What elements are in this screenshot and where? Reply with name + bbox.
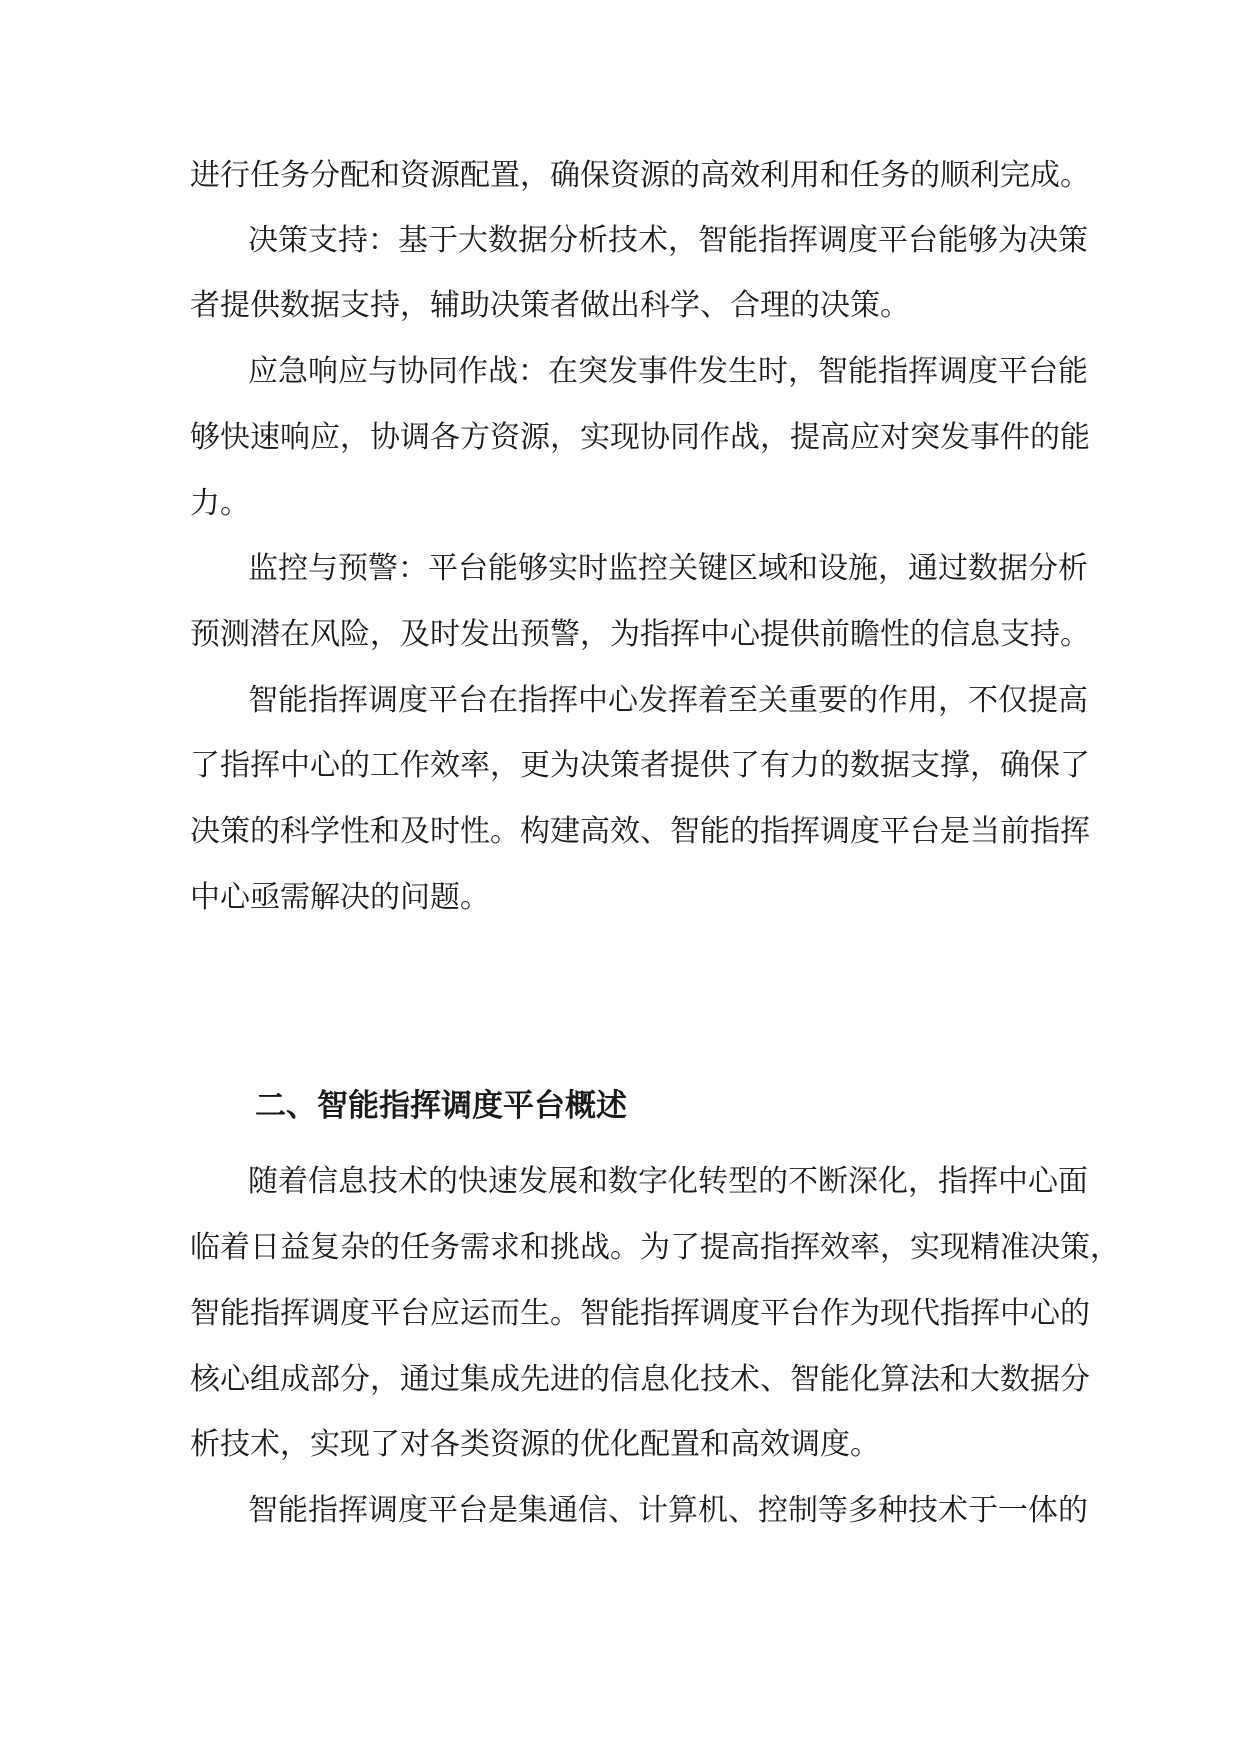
paragraph-line: 随着信息技术的快速发展和数字化转型的不断深化，指挥中心面 [248, 1164, 1088, 1199]
paragraph-line: 核心组成部分，通过集成先进的信息化技术、智能化算法和大数据分 [190, 1362, 1090, 1397]
paragraph-line: 中心亟需解决的问题。 [190, 880, 490, 915]
section-heading: 二、智能指挥调度平台概述 [255, 1088, 627, 1124]
paragraph-line: 够快速响应，协调各方资源，实现协同作战，提高应对突发事件的能 [190, 420, 1090, 455]
paragraph-line: 智能指挥调度平台应运而生。智能指挥调度平台作为现代指挥中心的 [190, 1296, 1090, 1331]
paragraph-line: 决策的科学性和及时性。构建高效、智能的指挥调度平台是当前指挥 [190, 814, 1090, 849]
paragraph-line: 进行任务分配和资源配置，确保资源的高效利用和任务的顺利完成。 [190, 158, 1090, 193]
paragraph-line: 了指挥中心的工作效率，更为决策者提供了有力的数据支撑，确保了 [190, 748, 1090, 783]
paragraph-line: 监控与预警：平台能够实时监控关键区域和设施，通过数据分析 [248, 551, 1088, 586]
paragraph-line: 力。 [190, 486, 250, 521]
paragraph-line: 决策支持：基于大数据分析技术，智能指挥调度平台能够为决策 [248, 223, 1088, 258]
paragraph-line: 智能指挥调度平台在指挥中心发挥着至关重要的作用，不仅提高 [248, 683, 1088, 718]
paragraph-line: 者提供数据支持，辅助决策者做出科学、合理的决策。 [190, 288, 910, 323]
paragraph-line: 智能指挥调度平台是集通信、计算机、控制等多种技术于一体的 [248, 1493, 1088, 1528]
paragraph-line: 析技术，实现了对各类资源的优化配置和高效调度。 [190, 1427, 880, 1462]
paragraph-line: 预测潜在风险，及时发出预警，为指挥中心提供前瞻性的信息支持。 [190, 617, 1090, 652]
paragraph-line: 临着日益复杂的任务需求和挑战。为了提高指挥效率，实现精准决策， [190, 1230, 1120, 1265]
paragraph-line: 应急响应与协同作战：在突发事件发生时，智能指挥调度平台能 [248, 354, 1088, 389]
